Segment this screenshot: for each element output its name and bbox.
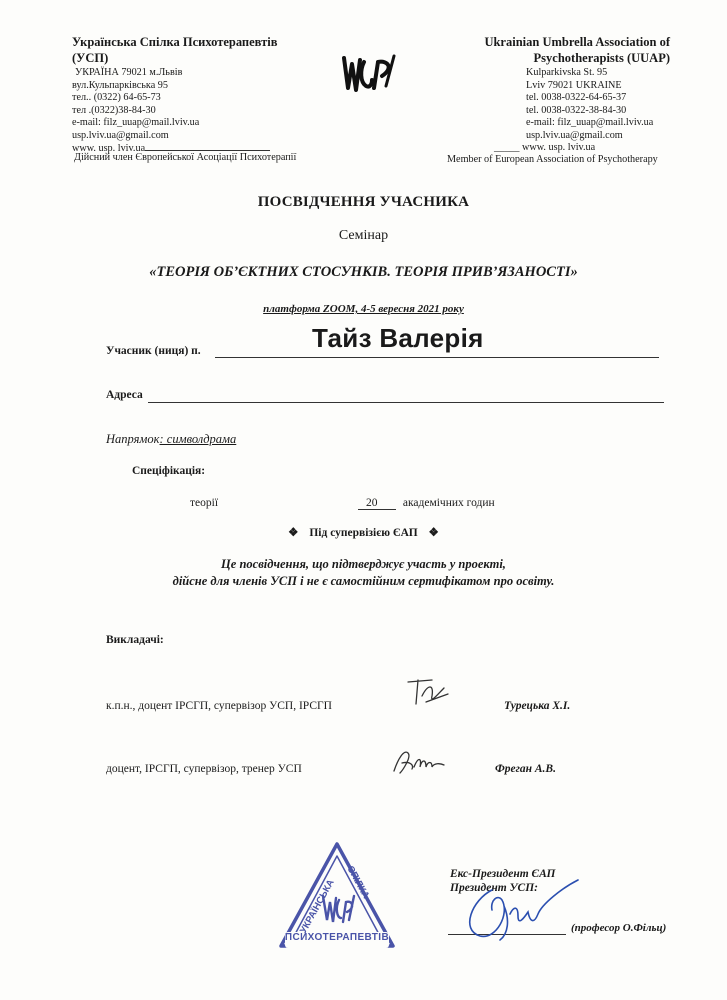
right-email-line: e-mail: filz_uuap@mail.lviv.ua [526, 117, 654, 129]
left-org-abbrev: (УСП) [72, 51, 109, 65]
right-org-title: Ukrainian Umbrella Association of [484, 35, 670, 49]
hours-value: 20 [358, 497, 396, 510]
note-line-2: дійсне для членів УСП і не є самостійним сертифікатом про освіту. [172, 574, 555, 588]
right-address-line: Kulparkivska St. 95 [526, 67, 608, 78]
supervision-row [0, 525, 727, 539]
right-phone-line: tel. 0038-0322-64-65-37 [526, 92, 627, 104]
left-org-title: Українська Спілка Психотерапевтів [72, 35, 278, 49]
stamp-text-overlay [275, 838, 399, 954]
teacher-role: доцент, ІРСГП, супервізор, тренер УСП [106, 763, 302, 775]
signature-icon [388, 745, 448, 777]
stamp-right-text: СПІЛКА [344, 864, 372, 901]
left-address-block [72, 67, 270, 155]
document-title: ПОСВІДЧЕННЯ УЧАСНИКА [257, 194, 470, 210]
signature-icon [452, 870, 582, 946]
seminar-label: Семінар [338, 228, 389, 243]
left-email-line: usp.lviv.ua@gmail.com [72, 129, 169, 141]
right-membership: Member of European Association of Psychotherapy [447, 154, 658, 165]
teachers-label: Викладачі: [106, 634, 164, 646]
diamond-bullet-icon: ❖ [428, 527, 439, 539]
right-address-block [526, 67, 653, 143]
right-email-line: usp.lviv.ua@gmail.com [526, 129, 623, 141]
left-address-line: вул.Кульпарківська 95 [72, 79, 168, 91]
president-title-2: Президент УСП: [450, 882, 538, 894]
hours-label: академічних годин [402, 497, 495, 509]
diamond-bullet-icon: ❖ [288, 527, 299, 539]
teacher-name: Фреган А.В. [495, 763, 556, 775]
teacher-name: Турецька Х.І. [504, 700, 571, 712]
participant-label: Учасник (ниця) п. [106, 345, 201, 357]
participant-underline [215, 357, 659, 358]
platform-date: платформа ZOOM, 4-5 вересня 2021 року [263, 303, 464, 315]
right-org-abbrev: Psychotherapists (UUAP) [533, 51, 670, 65]
left-phone-line: тел.. (0322) 64-65-73 [72, 92, 161, 104]
right-address-line: Lviv 79021 UKRAINE [526, 79, 622, 91]
stamp-bottom-text: ПСИХОТЕРАПЕВТІВ [284, 932, 390, 943]
address-label: Адреса [106, 389, 143, 401]
direction-label: Напрямок [106, 432, 160, 446]
specification-label: Спеціфікація: [132, 465, 206, 477]
signature-icon [404, 674, 452, 710]
supervision-text: Під супервізією ЄАП [309, 527, 418, 539]
left-address-line: УКРАЇНА 79021 м.Львів [75, 67, 183, 78]
left-email-line: e-mail: filz_uuap@mail.lviv.ua [72, 117, 200, 129]
stamp-left-text: УКРАЇНСЬКА [298, 877, 337, 936]
hours-row [358, 497, 495, 510]
note-line-1: Це посвідчення, що підтверджує участь у проекті, [221, 557, 506, 571]
teacher-role: к.п.н., доцент ІРСГП, супервізор УСП, ІРСГП [106, 700, 332, 712]
left-phone-line: тел .(0322)38-84-30 [72, 104, 156, 116]
president-name: (професор О.Фільц) [571, 922, 667, 934]
right-phone-line: tel. 0038-0322-38-84-30 [526, 104, 627, 116]
seminar-topic: «ТЕОРІЯ ОБ’ЄКТНИХ СТОСУНКІВ. ТЕОРІЯ ПРИВ’ЯЗАНОСТІ» [149, 264, 578, 280]
left-website: www. usp. lviv.ua [72, 142, 146, 154]
participant-name: Тайз Валерія [312, 323, 484, 353]
president-title-1: Екс-Президент ЄАП [450, 868, 556, 880]
theory-label: теорії [190, 497, 219, 509]
direction-row [106, 432, 236, 447]
address-underline [148, 402, 664, 403]
left-membership: Дійсний член Європейської Асоціації Психотерапії [74, 152, 297, 163]
usp-logo-icon [338, 48, 402, 98]
direction-value: : символдрама [159, 432, 237, 446]
right-website: _____ www. usp. lviv.ua [494, 142, 596, 153]
